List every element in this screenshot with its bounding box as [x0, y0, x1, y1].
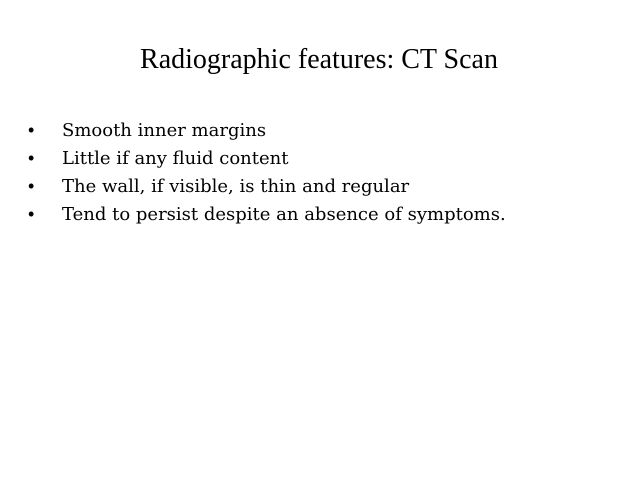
bullet-item: [28, 200, 618, 228]
bullet-text: Little if any fluid content: [62, 148, 289, 169]
slide-title: Radiographic features: CT Scan: [140, 44, 498, 75]
bullet-icon: •: [28, 176, 35, 196]
bullet-text: Smooth inner margins: [62, 120, 267, 141]
bullet-text: The wall, if visible, is thin and regular: [62, 176, 410, 197]
bullet-icon: •: [28, 204, 35, 224]
bullet-list: [28, 116, 618, 228]
bullet-item: [28, 144, 618, 172]
bullet-text: Tend to persist despite an absence of symptoms.: [62, 204, 506, 225]
bullet-icon: •: [28, 148, 35, 168]
bullet-item: [28, 172, 618, 200]
bullet-icon: •: [28, 120, 35, 140]
bullet-item: [28, 116, 618, 144]
